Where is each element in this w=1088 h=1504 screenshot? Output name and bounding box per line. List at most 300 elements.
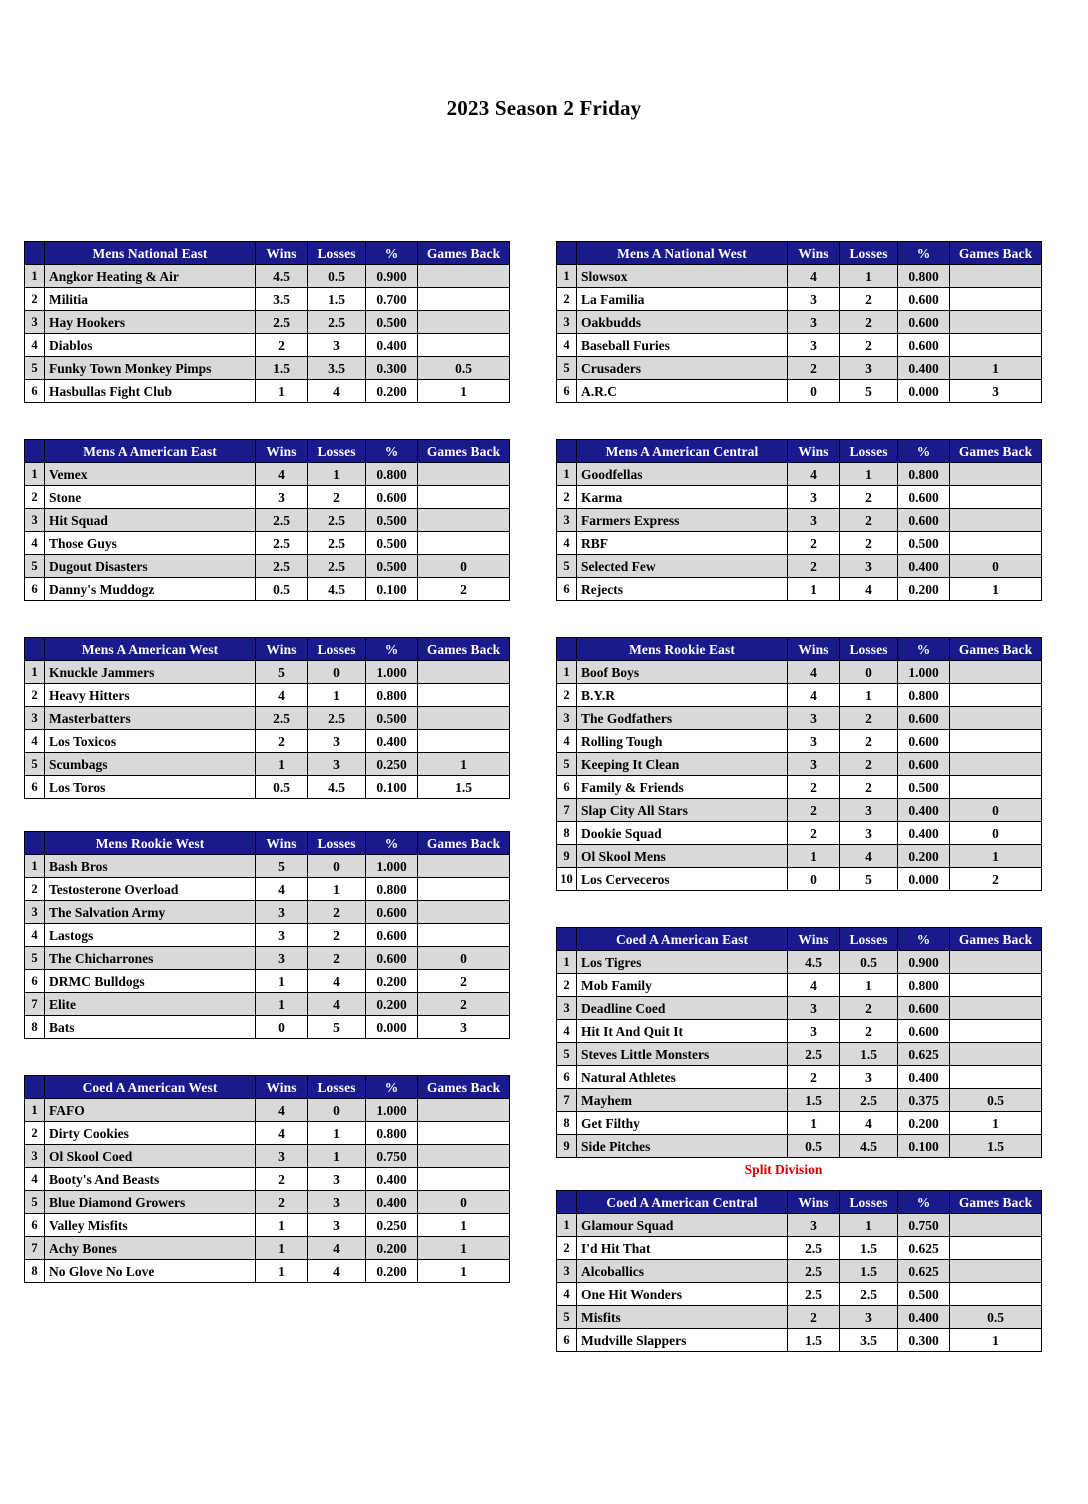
row-games-back: 0	[418, 947, 510, 970]
row-games-back: 0.5	[950, 1306, 1042, 1329]
row-team-name: One Hit Wonders	[577, 1283, 788, 1306]
table-spacer	[24, 403, 479, 439]
table-row	[557, 1135, 1042, 1158]
row-losses: 3	[840, 357, 898, 380]
row-games-back: 1	[418, 1214, 510, 1237]
row-rank: 2	[25, 684, 45, 707]
column-header-losses: Losses	[840, 242, 898, 265]
standings-table	[556, 241, 1042, 403]
row-games-back	[418, 924, 510, 947]
table-spacer	[24, 799, 479, 831]
row-team-name: Steves Little Monsters	[577, 1043, 788, 1066]
row-games-back: 2	[418, 578, 510, 601]
column-header-wins: Wins	[788, 928, 840, 951]
row-rank: 3	[25, 509, 45, 532]
row-losses: 2.5	[840, 1089, 898, 1112]
row-rank: 4	[557, 1283, 577, 1306]
row-wins: 3	[788, 509, 840, 532]
row-losses: 3	[840, 555, 898, 578]
row-wins: 2	[256, 1191, 308, 1214]
row-pct: 0.000	[898, 868, 950, 891]
column-header-losses: Losses	[308, 242, 366, 265]
row-games-back	[950, 1020, 1042, 1043]
row-rank: 5	[25, 947, 45, 970]
row-wins: 3	[788, 311, 840, 334]
row-wins: 3	[788, 486, 840, 509]
row-losses: 4	[308, 380, 366, 403]
row-losses: 5	[840, 868, 898, 891]
row-wins: 0	[788, 868, 840, 891]
table-row	[557, 311, 1042, 334]
row-losses: 2	[840, 288, 898, 311]
row-games-back: 1	[950, 578, 1042, 601]
row-games-back: 1	[950, 357, 1042, 380]
row-rank: 3	[25, 1145, 45, 1168]
table-spacer	[556, 403, 1011, 439]
row-team-name: Ol Skool Mens	[577, 845, 788, 868]
row-team-name: Dookie Squad	[577, 822, 788, 845]
column-header-rank	[557, 928, 577, 951]
row-team-name: Vemex	[45, 463, 256, 486]
row-rank: 5	[25, 357, 45, 380]
table-row	[557, 555, 1042, 578]
row-team-name: Baseball Furies	[577, 334, 788, 357]
table-row	[25, 1099, 510, 1122]
table-row	[557, 509, 1042, 532]
row-wins: 2	[788, 776, 840, 799]
column-header-pct: %	[898, 928, 950, 951]
table-row	[25, 1145, 510, 1168]
column-header-games-back: Games Back	[418, 832, 510, 855]
row-losses: 2	[308, 924, 366, 947]
row-pct: 0.600	[898, 997, 950, 1020]
row-games-back: 1	[950, 1112, 1042, 1135]
row-rank: 3	[557, 707, 577, 730]
column-header-losses: Losses	[308, 1076, 366, 1099]
row-pct: 1.000	[366, 661, 418, 684]
row-rank: 2	[25, 1122, 45, 1145]
row-losses: 3.5	[840, 1329, 898, 1352]
column-header-pct: %	[898, 638, 950, 661]
row-wins: 1.5	[788, 1329, 840, 1352]
row-rank: 4	[557, 1020, 577, 1043]
row-team-name: Rejects	[577, 578, 788, 601]
row-rank: 6	[557, 776, 577, 799]
row-team-name: Heavy Hitters	[45, 684, 256, 707]
row-rank: 3	[557, 311, 577, 334]
table-row	[557, 357, 1042, 380]
row-team-name: Deadline Coed	[577, 997, 788, 1020]
table-row	[25, 947, 510, 970]
row-pct: 0.800	[898, 463, 950, 486]
table-row	[557, 753, 1042, 776]
row-wins: 3	[788, 707, 840, 730]
row-pct: 0.750	[898, 1214, 950, 1237]
row-rank: 5	[557, 357, 577, 380]
row-losses: 1	[840, 1214, 898, 1237]
row-wins: 4	[788, 684, 840, 707]
table-row	[25, 357, 510, 380]
table-row	[557, 997, 1042, 1020]
division-title: Mens National East	[45, 242, 256, 265]
row-rank: 2	[557, 1237, 577, 1260]
row-losses: 0	[308, 661, 366, 684]
row-wins: 4	[256, 463, 308, 486]
row-pct: 0.400	[898, 1066, 950, 1089]
row-games-back	[418, 532, 510, 555]
row-rank: 1	[557, 1214, 577, 1237]
row-games-back	[950, 661, 1042, 684]
row-wins: 2	[256, 1168, 308, 1191]
table-row	[557, 1112, 1042, 1135]
table-row	[557, 1066, 1042, 1089]
row-team-name: Hasbullas Fight Club	[45, 380, 256, 403]
column-header-games-back: Games Back	[418, 242, 510, 265]
row-pct: 0.400	[898, 357, 950, 380]
row-pct: 0.400	[898, 822, 950, 845]
row-games-back	[950, 997, 1042, 1020]
column-header-losses: Losses	[308, 638, 366, 661]
row-losses: 2	[840, 776, 898, 799]
row-games-back	[418, 1145, 510, 1168]
row-losses: 2	[840, 311, 898, 334]
table-row	[557, 532, 1042, 555]
row-losses: 4.5	[840, 1135, 898, 1158]
table-row	[25, 661, 510, 684]
row-wins: 1	[788, 578, 840, 601]
table-row	[25, 578, 510, 601]
division-title: Mens A American Central	[577, 440, 788, 463]
row-wins: 3	[256, 947, 308, 970]
column-header-rank	[557, 440, 577, 463]
row-rank: 5	[557, 555, 577, 578]
table-row	[557, 1283, 1042, 1306]
row-wins: 4.5	[256, 265, 308, 288]
row-games-back	[418, 684, 510, 707]
table-row	[25, 1168, 510, 1191]
row-games-back	[950, 776, 1042, 799]
row-rank: 6	[25, 776, 45, 799]
row-wins: 0	[256, 1016, 308, 1039]
column-header-pct: %	[898, 242, 950, 265]
row-games-back	[950, 1260, 1042, 1283]
row-losses: 4	[840, 578, 898, 601]
table-row	[557, 845, 1042, 868]
row-pct: 1.000	[898, 661, 950, 684]
row-rank: 5	[557, 753, 577, 776]
row-games-back	[950, 532, 1042, 555]
table-row	[25, 993, 510, 1016]
row-rank: 8	[25, 1016, 45, 1039]
row-wins: 2.5	[788, 1043, 840, 1066]
table-row	[25, 924, 510, 947]
row-wins: 0.5	[788, 1135, 840, 1158]
row-games-back: 0	[950, 555, 1042, 578]
row-rank: 4	[25, 730, 45, 753]
division-title: Mens A National West	[577, 242, 788, 265]
row-rank: 3	[25, 901, 45, 924]
row-wins: 0.5	[256, 578, 308, 601]
row-wins: 2.5	[788, 1283, 840, 1306]
table-row	[557, 288, 1042, 311]
row-rank: 4	[557, 532, 577, 555]
row-rank: 5	[25, 555, 45, 578]
division-title: Mens Rookie West	[45, 832, 256, 855]
row-pct: 0.500	[898, 776, 950, 799]
row-games-back	[950, 288, 1042, 311]
row-losses: 1.5	[308, 288, 366, 311]
table-row	[557, 951, 1042, 974]
row-rank: 1	[25, 463, 45, 486]
row-games-back	[418, 486, 510, 509]
row-rank: 6	[557, 578, 577, 601]
row-wins: 0	[788, 380, 840, 403]
table-row	[25, 288, 510, 311]
table-spacer	[24, 1039, 479, 1075]
row-wins: 4	[788, 661, 840, 684]
row-pct: 0.625	[898, 1237, 950, 1260]
row-rank: 9	[557, 1135, 577, 1158]
row-pct: 0.600	[898, 730, 950, 753]
row-team-name: Valley Misfits	[45, 1214, 256, 1237]
row-rank: 7	[557, 1089, 577, 1112]
row-losses: 0.5	[308, 265, 366, 288]
row-team-name: Blue Diamond Growers	[45, 1191, 256, 1214]
column-header-pct: %	[366, 832, 418, 855]
row-pct: 0.100	[366, 776, 418, 799]
row-wins: 1	[256, 753, 308, 776]
row-rank: 3	[25, 311, 45, 334]
row-wins: 2	[788, 555, 840, 578]
table-row	[25, 1016, 510, 1039]
row-wins: 1	[256, 1237, 308, 1260]
row-rank: 6	[557, 1066, 577, 1089]
column-header-games-back: Games Back	[418, 1076, 510, 1099]
row-team-name: Keeping It Clean	[577, 753, 788, 776]
row-team-name: Testosterone Overload	[45, 878, 256, 901]
row-games-back: 0	[418, 1191, 510, 1214]
column-header-rank	[25, 440, 45, 463]
column-header-rank	[25, 638, 45, 661]
standings-table	[556, 439, 1042, 601]
row-losses: 3	[840, 822, 898, 845]
row-losses: 2	[840, 486, 898, 509]
row-pct: 0.625	[898, 1043, 950, 1066]
table-row	[557, 1306, 1042, 1329]
row-pct: 0.600	[366, 486, 418, 509]
table-spacer	[556, 601, 1011, 637]
standings-table	[556, 1190, 1042, 1352]
right-column	[556, 241, 1033, 1352]
row-pct: 0.600	[898, 753, 950, 776]
column-header-games-back: Games Back	[950, 638, 1042, 661]
row-wins: 1.5	[788, 1089, 840, 1112]
row-pct: 0.700	[366, 288, 418, 311]
row-losses: 4	[308, 970, 366, 993]
row-games-back	[418, 509, 510, 532]
row-pct: 0.500	[366, 532, 418, 555]
split-division-note: Split Division	[744, 1162, 823, 1177]
row-pct: 0.100	[898, 1135, 950, 1158]
row-wins: 2	[788, 532, 840, 555]
row-rank: 2	[557, 486, 577, 509]
row-pct: 0.600	[898, 486, 950, 509]
table-row	[557, 1329, 1042, 1352]
row-rank: 6	[557, 1329, 577, 1352]
row-wins: 5	[256, 855, 308, 878]
row-team-name: Slap City All Stars	[577, 799, 788, 822]
row-games-back	[418, 855, 510, 878]
column-header-wins: Wins	[256, 242, 308, 265]
row-losses: 3	[840, 799, 898, 822]
row-pct: 0.000	[366, 1016, 418, 1039]
row-games-back	[418, 311, 510, 334]
row-losses: 4	[308, 1260, 366, 1283]
row-games-back	[950, 463, 1042, 486]
row-rank: 3	[557, 997, 577, 1020]
row-games-back	[950, 1237, 1042, 1260]
row-team-name: No Glove No Love	[45, 1260, 256, 1283]
row-losses: 1.5	[840, 1260, 898, 1283]
row-team-name: Angkor Heating & Air	[45, 265, 256, 288]
table-row	[557, 974, 1042, 997]
row-losses: 0	[308, 1099, 366, 1122]
table-row	[25, 901, 510, 924]
row-losses: 1	[840, 463, 898, 486]
row-games-back: 1	[950, 1329, 1042, 1352]
table-row	[25, 311, 510, 334]
row-pct: 0.800	[898, 974, 950, 997]
column-header-games-back: Games Back	[418, 440, 510, 463]
row-losses: 2.5	[840, 1283, 898, 1306]
row-losses: 1	[308, 463, 366, 486]
row-team-name: Hay Hookers	[45, 311, 256, 334]
row-losses: 2	[840, 707, 898, 730]
column-header-wins: Wins	[256, 1076, 308, 1099]
row-rank: 4	[25, 924, 45, 947]
row-pct: 0.375	[898, 1089, 950, 1112]
row-team-name: Alcoballics	[577, 1260, 788, 1283]
row-rank: 1	[25, 1099, 45, 1122]
table-spacer	[556, 891, 1011, 927]
row-team-name: Karma	[577, 486, 788, 509]
row-rank: 9	[557, 845, 577, 868]
row-team-name: Booty's And Beasts	[45, 1168, 256, 1191]
row-rank: 6	[557, 380, 577, 403]
row-rank: 1	[557, 951, 577, 974]
row-losses: 1	[840, 684, 898, 707]
table-row	[557, 822, 1042, 845]
row-pct: 0.250	[366, 753, 418, 776]
row-wins: 2	[788, 1066, 840, 1089]
table-row	[25, 532, 510, 555]
standings-table	[556, 927, 1042, 1158]
row-wins: 1	[788, 845, 840, 868]
division-title: Mens Rookie East	[577, 638, 788, 661]
row-team-name: Masterbatters	[45, 707, 256, 730]
row-rank: 10	[557, 868, 577, 891]
row-games-back: 0	[418, 555, 510, 578]
row-losses: 2	[840, 1020, 898, 1043]
row-games-back: 0	[950, 822, 1042, 845]
column-header-rank	[25, 242, 45, 265]
row-team-name: I'd Hit That	[577, 1237, 788, 1260]
row-games-back: 1	[418, 1237, 510, 1260]
row-team-name: Ol Skool Coed	[45, 1145, 256, 1168]
row-rank: 6	[25, 970, 45, 993]
row-games-back	[418, 463, 510, 486]
row-team-name: Get Filthy	[577, 1112, 788, 1135]
row-rank: 6	[25, 1214, 45, 1237]
standings-table	[24, 241, 510, 403]
row-pct: 0.200	[366, 380, 418, 403]
row-games-back: 2	[418, 993, 510, 1016]
row-losses: 1.5	[840, 1237, 898, 1260]
row-rank: 7	[25, 993, 45, 1016]
column-header-losses: Losses	[308, 832, 366, 855]
table-row	[25, 265, 510, 288]
row-team-name: Elite	[45, 993, 256, 1016]
row-losses: 3	[308, 1191, 366, 1214]
row-losses: 1	[308, 878, 366, 901]
table-row	[25, 753, 510, 776]
row-games-back: 3	[950, 380, 1042, 403]
row-team-name: Los Cerveceros	[577, 868, 788, 891]
column-header-pct: %	[366, 1076, 418, 1099]
row-games-back	[418, 730, 510, 753]
row-pct: 0.600	[898, 334, 950, 357]
table-row	[557, 799, 1042, 822]
row-pct: 0.200	[366, 1237, 418, 1260]
column-header-wins: Wins	[788, 638, 840, 661]
row-losses: 2	[308, 901, 366, 924]
row-rank: 5	[557, 1306, 577, 1329]
table-row	[557, 265, 1042, 288]
row-games-back	[950, 730, 1042, 753]
row-wins: 2.5	[256, 707, 308, 730]
row-team-name: FAFO	[45, 1099, 256, 1122]
row-pct: 0.500	[898, 532, 950, 555]
row-pct: 0.900	[898, 951, 950, 974]
row-losses: 2	[840, 730, 898, 753]
row-rank: 3	[557, 1260, 577, 1283]
row-wins: 4	[256, 1099, 308, 1122]
column-header-wins: Wins	[788, 242, 840, 265]
row-team-name: Lastogs	[45, 924, 256, 947]
row-rank: 1	[25, 265, 45, 288]
row-games-back	[950, 1283, 1042, 1306]
row-pct: 0.800	[366, 463, 418, 486]
row-team-name: Farmers Express	[577, 509, 788, 532]
row-pct: 0.500	[898, 1283, 950, 1306]
row-losses: 5	[840, 380, 898, 403]
row-team-name: Crusaders	[577, 357, 788, 380]
row-team-name: Stone	[45, 486, 256, 509]
row-team-name: Selected Few	[577, 555, 788, 578]
table-row	[557, 868, 1042, 891]
table-row	[557, 334, 1042, 357]
row-losses: 2	[308, 486, 366, 509]
table-row	[557, 578, 1042, 601]
row-wins: 3	[788, 997, 840, 1020]
row-games-back: 3	[418, 1016, 510, 1039]
row-pct: 0.600	[366, 924, 418, 947]
row-wins: 3	[256, 901, 308, 924]
row-games-back: 1	[950, 845, 1042, 868]
row-team-name: Misfits	[577, 1306, 788, 1329]
row-games-back	[950, 265, 1042, 288]
row-wins: 3	[788, 288, 840, 311]
